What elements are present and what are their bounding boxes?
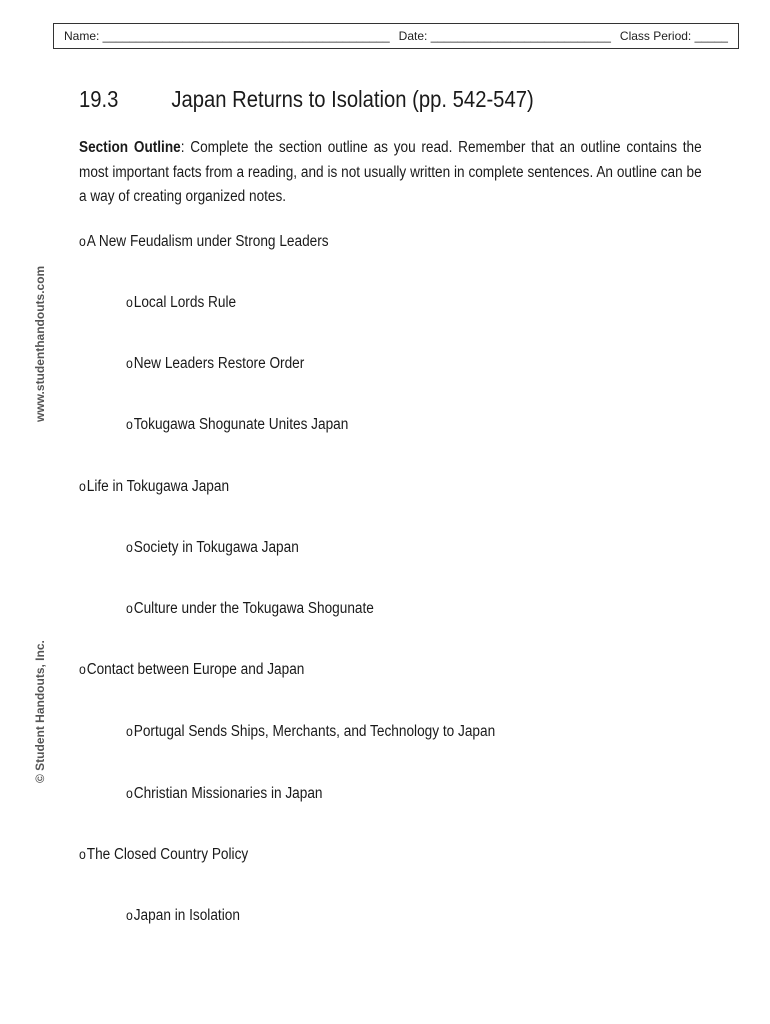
outline-subheading bbox=[126, 723, 495, 741]
outline-item-text: A New Feudalism under Strong Leaders bbox=[86, 233, 329, 250]
bullet-icon: o bbox=[126, 416, 133, 432]
outline-subheading bbox=[126, 294, 236, 312]
date-field[interactable]: Date: ___________________________ bbox=[398, 29, 611, 43]
outline-item-text: The Closed Country Policy bbox=[86, 846, 249, 863]
class-period-field[interactable]: Class Period: _____ bbox=[619, 29, 728, 43]
copyright-watermark: © Student Handouts, Inc. bbox=[33, 640, 47, 783]
intro-text: : Complete the section outline as you read. Remember that an outline contains the most important facts from a reading, and is not usually written in complete sentences. An outline can be a way of creating organized notes. bbox=[79, 139, 702, 205]
section-title bbox=[79, 86, 534, 113]
intro-label: Section Outline bbox=[79, 139, 181, 156]
website-watermark: www.studenthandouts.com bbox=[33, 265, 47, 422]
section-number: 19.3 bbox=[79, 86, 119, 112]
bullet-icon: o bbox=[79, 661, 86, 677]
outline-item-text: Christian Missionaries in Japan bbox=[133, 785, 323, 802]
bullet-icon: o bbox=[126, 723, 133, 739]
bullet-icon: o bbox=[126, 785, 133, 801]
outline-heading bbox=[79, 846, 248, 864]
outline-item-text: Tokugawa Shogunate Unites Japan bbox=[133, 416, 349, 433]
outline-subheading bbox=[126, 907, 240, 925]
outline-item-text: Local Lords Rule bbox=[133, 294, 237, 311]
outline-subheading bbox=[126, 539, 299, 557]
student-info-header bbox=[53, 23, 739, 49]
outline-item-text: Culture under the Tokugawa Shogunate bbox=[133, 600, 374, 617]
outline-subheading bbox=[126, 600, 374, 618]
outline-item-text: New Leaders Restore Order bbox=[133, 355, 305, 372]
section-title-text: Japan Returns to Isolation (pp. 542-547) bbox=[171, 86, 534, 112]
bullet-icon: o bbox=[79, 478, 86, 494]
outline-heading bbox=[79, 233, 329, 251]
outline-item-text: Contact between Europe and Japan bbox=[86, 661, 305, 678]
outline-item-text: Japan in Isolation bbox=[133, 907, 240, 924]
outline-item-text: Life in Tokugawa Japan bbox=[86, 478, 230, 495]
name-field[interactable]: Name: ___________________________________________ bbox=[64, 29, 390, 43]
bullet-icon: o bbox=[126, 907, 133, 923]
section-intro bbox=[79, 136, 702, 210]
outline-item-text: Society in Tokugawa Japan bbox=[133, 539, 299, 556]
bullet-icon: o bbox=[126, 355, 133, 371]
bullet-icon: o bbox=[126, 294, 133, 310]
outline-item-text: Portugal Sends Ships, Merchants, and Technology to Japan bbox=[133, 723, 496, 740]
outline-heading bbox=[79, 478, 229, 496]
outline-subheading bbox=[126, 785, 323, 803]
outline-subheading bbox=[126, 416, 348, 434]
bullet-icon: o bbox=[79, 233, 86, 249]
outline-heading bbox=[79, 661, 304, 679]
outline-subheading bbox=[126, 355, 304, 373]
bullet-icon: o bbox=[79, 846, 86, 862]
bullet-icon: o bbox=[126, 600, 133, 616]
bullet-icon: o bbox=[126, 539, 133, 555]
